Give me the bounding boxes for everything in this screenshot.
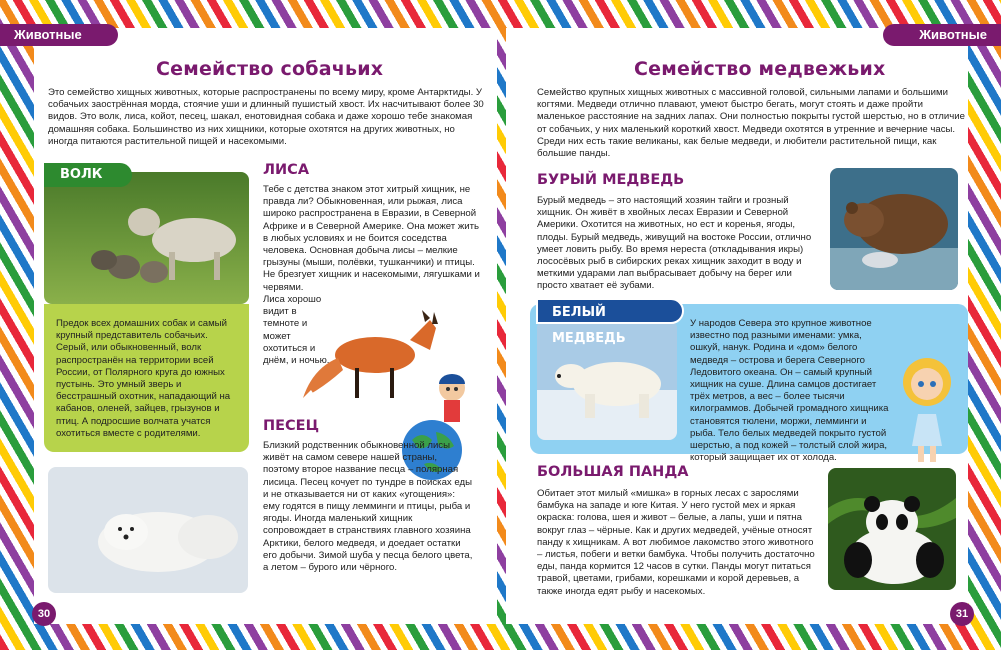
fox-text-night: Лиса хорошо видит в темноте и может охотиться и днём, и ночью.: [263, 294, 330, 367]
panda-image: [828, 468, 956, 590]
arctic-fox-image: [48, 467, 248, 593]
dogs-intro-text: Это семейство хищных животных, которые распространены по всему миру, кроме Антарктиды. У собачьих заострённая морда, стоячие уши и длинный пушистый хвост. Их насчитывают более 30 видов. Это волк, лиса, койот, песец, шакал, енотовидная собака и даже хорошо тебе знакомая домашняя собака. Большинство из них хищники, которые охотятся на других животных, но иногда питаются растительной пищей и насекомыми.: [48, 87, 484, 147]
polar-bear-text: У народов Севера это крупное животное известно под разными именами: умка, ошкуй, нанук. Родина и «дом» белого медведя – острова и берега Северного Ледовитого океана. Он – самый крупный хищник на суше. Длина самцов достигает трёх метров, а вес – более тысячи килограммов. Добычей громадного хищника становятся тюлени, моржи, лемминги и рыба. Тело белых медведей покрыто густой шерстью, а под кожей – толстый слой жира, который защищает их от холода.: [690, 318, 889, 464]
panda-text: Обитает этот милый «мишка» в горных лесах с зарослями бамбука на западе и юге Китая. У него густой мех и яркая окраска: голова, шея и живот – белые, а лапы, уши и пятна вокруг глаз – чёрные. Как и других медведей, учёные относят панду к хищникам. А вот любимое лакомство этого животного – листья, побеги и ветки бамбука. Чтобы получить достаточно еды, панда кормится 12 часов в сутки. Панды могут питаться травой, цветами, грибами, корешками и корой деревьев, а также иногда едят рыбу и насекомых.: [537, 488, 815, 597]
arctic-fox-text: Близкий родственник обыкновенной лисы живёт на самом севере нашей страны, поэтому второе название песца – полярная лисица. Песец кочует по тундре в поисках еды и не отказывается ни от каких «угощения»: ему годятся в пищу лемминги и птицы, рыба и ягоды. Иногда маленький хищник сопровождает в странствиях главного хозяина Арктики, белого медведя, и доедает остатки его добычи. Зимой шуба у песца белого цвета, а летом – бурого или чёрного.: [263, 440, 473, 574]
page-number-right: 31: [950, 602, 974, 626]
panda-heading: БОЛЬШАЯ ПАНДА: [537, 464, 689, 480]
wolf-image: [44, 172, 249, 304]
left-page-title: Семейство собачьих: [156, 58, 384, 80]
arctic-fox-heading: ПЕСЕЦ: [263, 418, 320, 434]
wolf-label: ВОЛК: [44, 163, 132, 187]
page-number-left: 30: [32, 602, 56, 626]
section-tab-left: Животные: [0, 24, 118, 46]
arctic-fox-photo: [48, 467, 248, 593]
right-page-title: Семейство медвежьих: [634, 58, 886, 80]
bears-intro-text: Семейство крупных хищных животных с массивной головой, сильными лапами и большими когтями. Медведи отлично плавают, умеют быстро бегать, могут стоять и даже пройти маленькое расстояние на задних лапах. Они полностью покрыты густой шерстью, но в отличие от собачьих, у них маленький короткий хвост. Медведи охотятся в утренние и вечерние часы. Среди них есть такие великаны, как белые медведи, и любители растительной пищи, как большие панды.: [537, 87, 965, 160]
wolf-photo: [44, 172, 249, 304]
fox-heading: ЛИСА: [263, 162, 310, 178]
panda-photo: [828, 468, 956, 590]
cartoon-girl: [896, 354, 958, 466]
fox-text: Тебе с детства знаком этот хитрый хищник, не правда ли? Обыкновенная, или рыжая, лиса широко распространена в Евразии, в Северной Африке и в Северной Америке. Она может жить в любых условиях и не боится соседства человека. Основная добыча лисы – мелкие грызуны (мыши, полёвки, тушканчики) и птицы. Не брезгует хищник и насекомыми, лягушками и червями.: [263, 184, 480, 293]
brown-bear-photo: [830, 168, 958, 290]
polar-bear-label: БЕЛЫЙ МЕДВЕДЬ: [536, 298, 684, 324]
section-tab-right: Животные: [883, 24, 1001, 46]
girl-illustration: [896, 354, 958, 466]
brown-bear-image: [830, 168, 958, 290]
wolf-text: Предок всех домашних собак и самый крупный представитель собачьих. Серый, или обыкновенный, волк распространён на территории всей России, от Полярного круга до южных пустынь. Это умный зверь и бесстрашный охотник, нападающий на кабанов, оленей, зайцев, грызунов и птиц. А подросшие волчата учатся охотиться вместе с родителями.: [56, 318, 231, 439]
brown-bear-heading: БУРЫЙ МЕДВЕДЬ: [537, 172, 685, 188]
brown-bear-text: Бурый медведь – это настоящий хозяин тайги и грозный хищник. Он живёт в хвойных лесах Евразии и Северной Америки. Охотится на животных, но ест и коренья, ягоды, плоды. Бурый медведь, живущий на востоке России, отлично умеет ловить рыбу. Во время нереста (откладывания икры) лососёвых рыб в сибирских реках хищник заходит в воду и меткими ударами лап выбрасывает добычу на берег или просто хватает её зубами.: [537, 195, 812, 292]
